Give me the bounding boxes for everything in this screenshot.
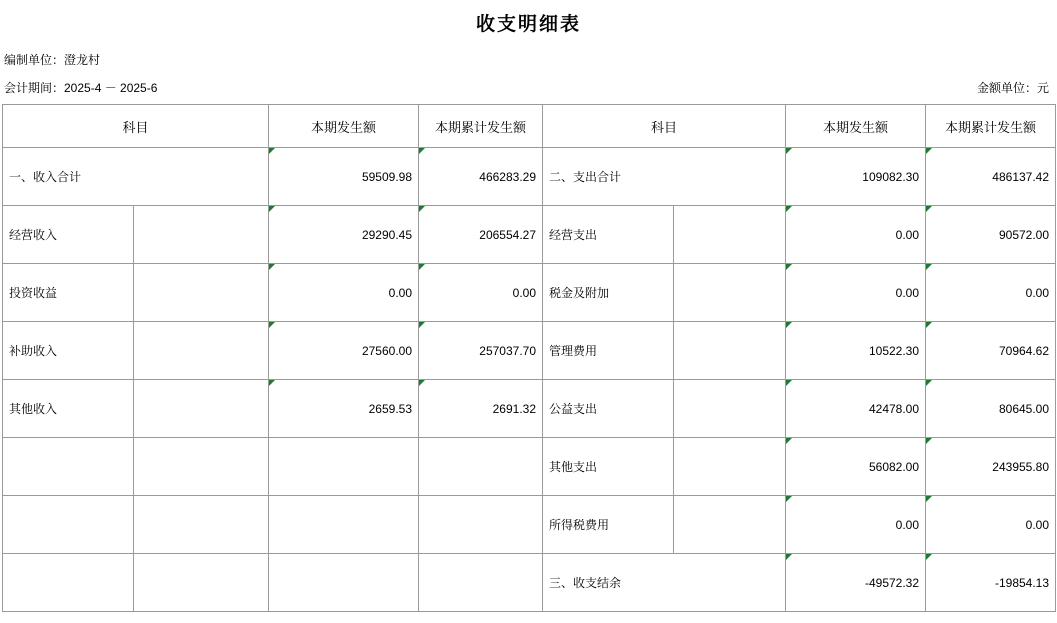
cell-left-subject[interactable]: 其他收入 bbox=[3, 380, 134, 438]
header-right-current: 本期发生额 bbox=[786, 105, 926, 148]
cell-left-current[interactable] bbox=[269, 554, 419, 612]
cell-right-subject-sub[interactable] bbox=[674, 206, 786, 264]
cell-left-current[interactable] bbox=[269, 438, 419, 496]
cell-right-subject[interactable]: 其他支出 bbox=[543, 438, 674, 496]
cell-left-cumulative[interactable]: 0.00 bbox=[419, 264, 543, 322]
cell-right-subject-sub[interactable] bbox=[674, 264, 786, 322]
cell-right-subject-sub[interactable] bbox=[674, 380, 786, 438]
cell-right-subject[interactable]: 税金及附加 bbox=[543, 264, 674, 322]
header-left-current: 本期发生额 bbox=[269, 105, 419, 148]
page-title: 收支明细表 bbox=[475, 13, 581, 35]
cell-right-subject-sub[interactable] bbox=[674, 322, 786, 380]
table-row bbox=[3, 496, 1056, 554]
cell-right-cumulative[interactable]: 80645.00 bbox=[926, 380, 1056, 438]
table-header-row bbox=[3, 105, 1056, 148]
meta-row-period bbox=[0, 76, 1057, 98]
header-right-subject: 科目 bbox=[543, 105, 786, 148]
cell-right-current[interactable]: 10522.30 bbox=[786, 322, 926, 380]
cell-right-cumulative[interactable]: 90572.00 bbox=[926, 206, 1056, 264]
table-row bbox=[3, 322, 1056, 380]
cell-left-subject-sub[interactable] bbox=[134, 380, 269, 438]
cell-left-current[interactable]: 2659.53 bbox=[269, 380, 419, 438]
cell-right-current[interactable]: 56082.00 bbox=[786, 438, 926, 496]
cell-right-current[interactable]: -49572.32 bbox=[786, 554, 926, 612]
cell-left-current[interactable]: 59509.98 bbox=[269, 148, 419, 206]
cell-left-cumulative[interactable]: 2691.32 bbox=[419, 380, 543, 438]
table-row bbox=[3, 380, 1056, 438]
cell-left-cumulative[interactable] bbox=[419, 496, 543, 554]
table-row bbox=[3, 438, 1056, 496]
cell-left-current[interactable] bbox=[269, 496, 419, 554]
cell-left-subject-sub[interactable] bbox=[134, 438, 269, 496]
header-right-cumulative: 本期累计发生额 bbox=[926, 105, 1056, 148]
cell-left-subject-sub[interactable] bbox=[134, 206, 269, 264]
cell-right-subject[interactable]: 二、支出合计 bbox=[543, 148, 786, 206]
cell-left-cumulative[interactable]: 466283.29 bbox=[419, 148, 543, 206]
table-row bbox=[3, 264, 1056, 322]
cell-left-subject[interactable]: 补助收入 bbox=[3, 322, 134, 380]
cell-right-current[interactable]: 109082.30 bbox=[786, 148, 926, 206]
cell-left-subject[interactable]: 投资收益 bbox=[3, 264, 134, 322]
cell-left-subject[interactable]: 一、收入合计 bbox=[3, 148, 269, 206]
cell-right-cumulative[interactable]: 243955.80 bbox=[926, 438, 1056, 496]
cell-left-cumulative[interactable]: 257037.70 bbox=[419, 322, 543, 380]
cell-left-current[interactable]: 0.00 bbox=[269, 264, 419, 322]
cell-left-subject[interactable]: 经营收入 bbox=[3, 206, 134, 264]
cell-right-current[interactable]: 0.00 bbox=[786, 206, 926, 264]
cell-right-cumulative[interactable]: 70964.62 bbox=[926, 322, 1056, 380]
cell-left-subject-sub[interactable] bbox=[134, 554, 269, 612]
accounting-period-label: 会计期间：2025-4 － 2025-6 bbox=[4, 81, 158, 95]
cell-right-subject[interactable]: 公益支出 bbox=[543, 380, 674, 438]
header-left-subject: 科目 bbox=[3, 105, 269, 148]
cell-right-cumulative[interactable]: 0.00 bbox=[926, 264, 1056, 322]
cell-left-subject[interactable] bbox=[3, 438, 134, 496]
cell-right-subject-sub[interactable] bbox=[674, 496, 786, 554]
preparer-unit-label: 编制单位：澄龙村 bbox=[4, 53, 101, 67]
cell-right-cumulative[interactable]: 486137.42 bbox=[926, 148, 1056, 206]
table-row bbox=[3, 554, 1056, 612]
cell-left-cumulative[interactable]: 206554.27 bbox=[419, 206, 543, 264]
cell-right-subject[interactable]: 管理费用 bbox=[543, 322, 674, 380]
cell-left-current[interactable]: 27560.00 bbox=[269, 322, 419, 380]
cell-left-subject[interactable] bbox=[3, 496, 134, 554]
cell-left-cumulative[interactable] bbox=[419, 554, 543, 612]
cell-left-subject[interactable] bbox=[3, 554, 134, 612]
meta-row-unit bbox=[0, 48, 1057, 70]
income-expense-table bbox=[2, 104, 1056, 612]
cell-left-subject-sub[interactable] bbox=[134, 322, 269, 380]
cell-right-subject[interactable]: 经营支出 bbox=[543, 206, 674, 264]
cell-right-current[interactable]: 0.00 bbox=[786, 264, 926, 322]
cell-right-cumulative[interactable]: -19854.13 bbox=[926, 554, 1056, 612]
header-left-cumulative: 本期累计发生额 bbox=[419, 105, 543, 148]
table-row bbox=[3, 206, 1056, 264]
cell-right-cumulative[interactable]: 0.00 bbox=[926, 496, 1056, 554]
cell-right-current[interactable]: 42478.00 bbox=[786, 380, 926, 438]
cell-left-subject-sub[interactable] bbox=[134, 496, 269, 554]
cell-right-subject[interactable]: 三、收支结余 bbox=[543, 554, 786, 612]
cell-right-subject-sub[interactable] bbox=[674, 438, 786, 496]
table-row bbox=[3, 148, 1056, 206]
cell-left-subject-sub[interactable] bbox=[134, 264, 269, 322]
cell-left-current[interactable]: 29290.45 bbox=[269, 206, 419, 264]
cell-left-cumulative[interactable] bbox=[419, 438, 543, 496]
cell-right-current[interactable]: 0.00 bbox=[786, 496, 926, 554]
amount-unit-label: 金额单位：元 bbox=[976, 81, 1049, 95]
cell-right-subject[interactable]: 所得税费用 bbox=[543, 496, 674, 554]
